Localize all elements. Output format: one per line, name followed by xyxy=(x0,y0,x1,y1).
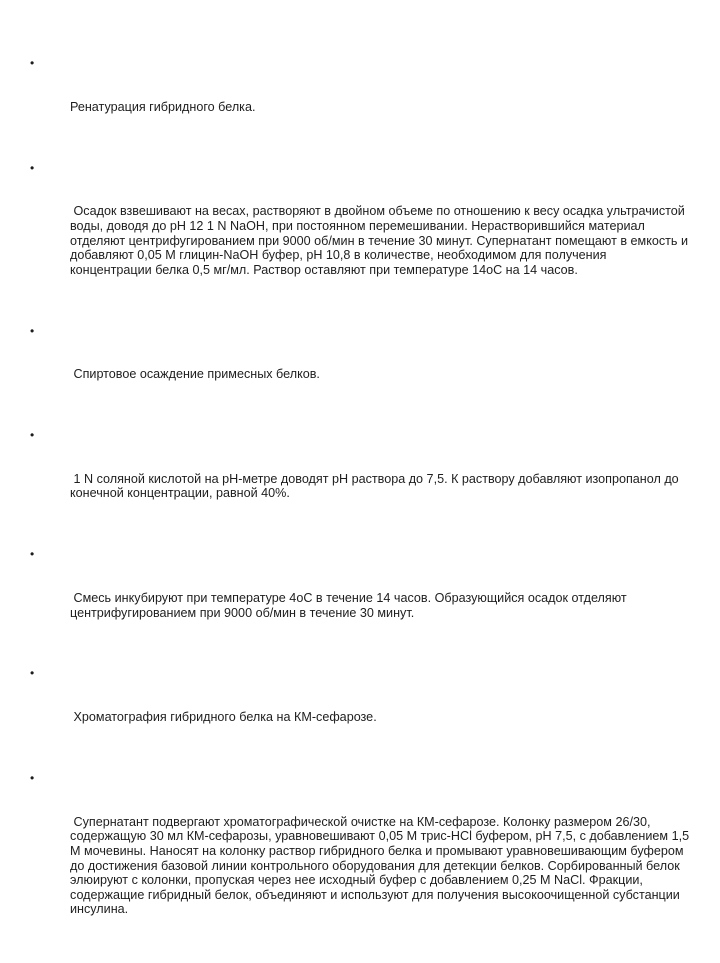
bullet-icon: • xyxy=(30,428,35,443)
list-item xyxy=(30,161,690,307)
bullet-icon: • xyxy=(30,770,35,785)
list-item xyxy=(30,666,690,754)
list-item-text: Хроматография гибридного белка на КМ-сефарозе. xyxy=(70,710,377,725)
list-item-text: Осадок взвешивают на весах, растворяют в двойном объеме по отношению к весу осадка ультрачистой воды, доводя до рН 12 1 N NaOH, при постоянном перемешивании. Нерастворившийся материал отделяют центрифугированием при 9000 об/мин в течение 30 минут. Супернатант помещают в емкость и добавляют 0,05 М глицин-NaOH буфер, рН 10,8 в количестве, необходимом для получения концентрации белка 0,5 мг/мл. Раствор оставляют при температуре 14оС на 14 часов. xyxy=(70,204,692,277)
bullet-icon: • xyxy=(30,160,35,175)
bullet-icon: • xyxy=(30,323,35,338)
list-item xyxy=(30,428,690,530)
list-item xyxy=(30,770,693,946)
bullet-icon: • xyxy=(30,666,35,681)
list-item-text: 1 N соляной кислотой на рН-метре доводят рН раствора до 7,5. К раствору добавляют изопропанол до конечной концентрации, равной 40%. xyxy=(70,471,683,501)
list-item-text: Ренатурация гибридного белка. xyxy=(70,99,256,114)
bullet-list xyxy=(30,56,693,963)
list-item xyxy=(30,547,690,649)
list-item xyxy=(30,324,690,412)
list-item xyxy=(30,56,690,144)
bullet-icon: • xyxy=(30,547,35,562)
list-item-text: Супернатант подвергают хроматографической очистке на КМ-сефарозе. Колонку размером 26/30, содержащую 30 мл КМ-сефарозы, уравновешивают 0,05 М трис-HCl буфером, рН 7,5, с добавлением 1,5 М мочевины. Наносят на колонку раствор гибридного белка и промывают уравновешивающим буфером до достижения базовой линии контрольного оборудования для детекции белков. Сорбированный белок элюируют с колонки, пропуская через нее исходный буфер с добавлением 0,25 М NaCl. Фракции, содержащие гибридный белок, объединяют и используют для получения высокоочищенной субстанции инсулина. xyxy=(70,814,693,917)
list-item-text: Спиртовое осаждение примесных белков. xyxy=(70,367,320,382)
list-item-text: Смесь инкубируют при температуре 4оС в течение 14 часов. Образующийся осадок отделяют центрифугированием при 9000 об/мин в течение 30 минут. xyxy=(70,591,631,620)
bullet-icon: • xyxy=(30,56,35,70)
